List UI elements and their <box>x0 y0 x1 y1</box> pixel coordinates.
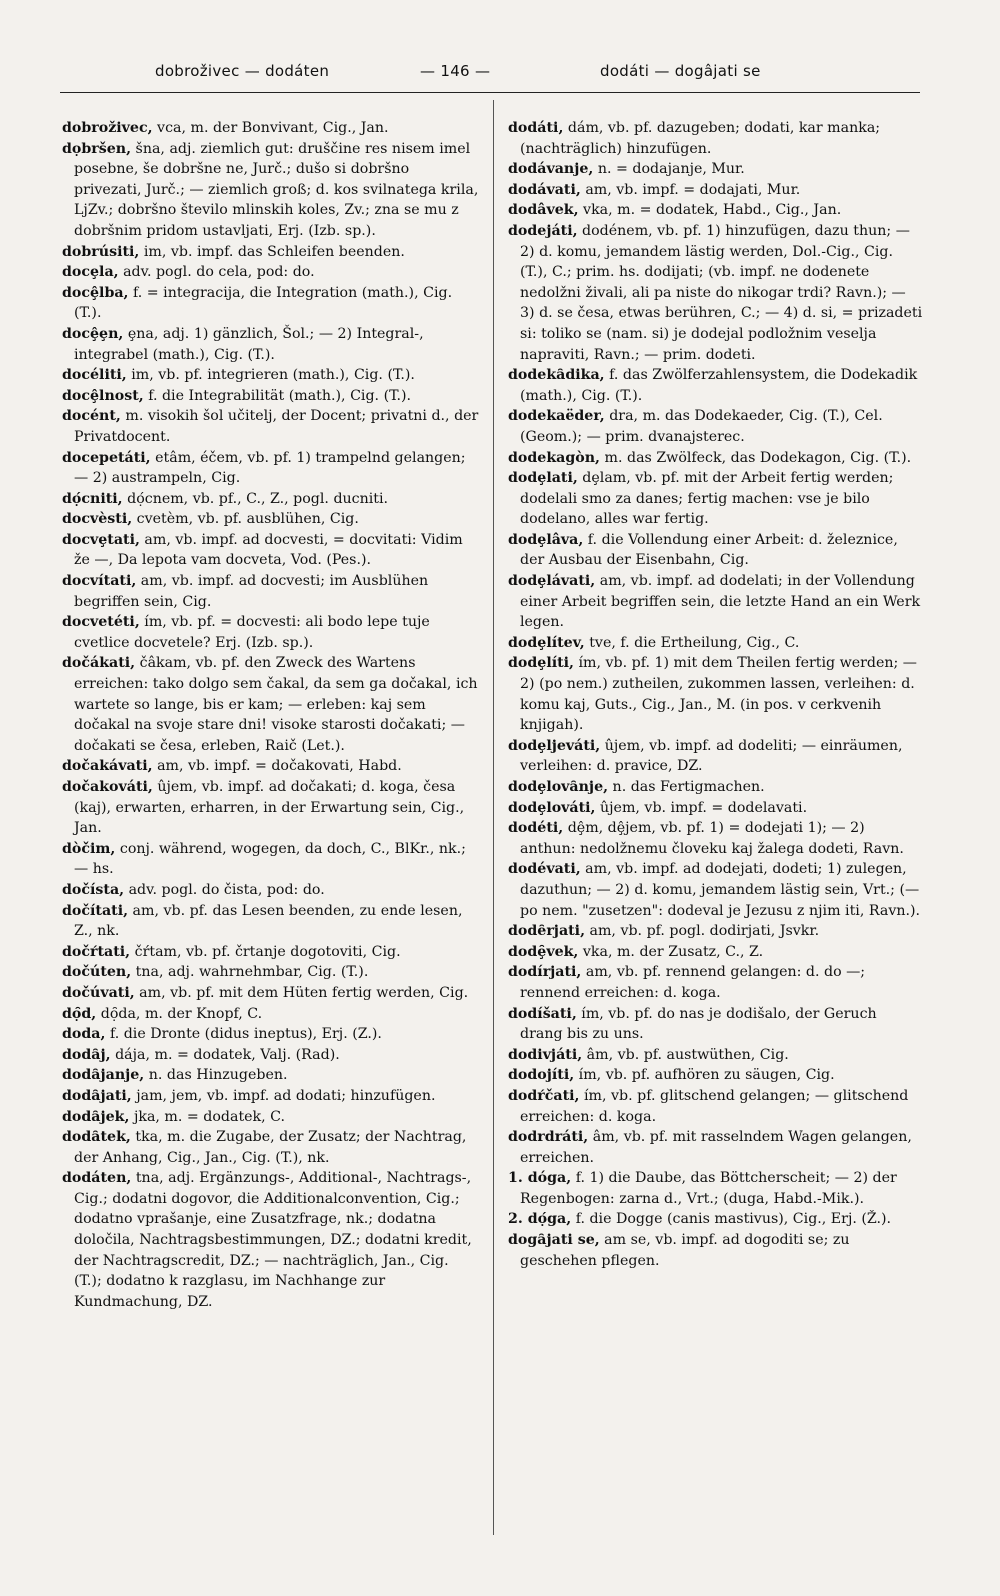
dictionary-entry <box>508 1209 923 1230</box>
dictionary-entry <box>62 1004 480 1025</box>
entry-headword: dočúvati, <box>62 984 135 1001</box>
entry-headword: docvetéti, <box>62 614 140 631</box>
dictionary-entry <box>508 736 923 777</box>
dictionary-entry <box>508 180 923 201</box>
entry-headword: dočísta, <box>62 881 125 898</box>
entry-headword: dodávati, <box>508 181 581 198</box>
entry-headword: dodéti, <box>508 820 564 837</box>
right-column <box>508 118 923 1558</box>
dictionary-entry <box>508 962 923 1003</box>
dictionary-entry <box>62 386 480 407</box>
entry-headword: docȩ̂ȩn, <box>62 325 124 342</box>
dictionary-entry <box>508 365 923 406</box>
entry-headword: dodrdráti, <box>508 1129 589 1146</box>
entry-definition: ím, vb. pf. aufhören zu säugen, Cig. <box>574 1067 835 1084</box>
entry-headword: dodȩlíti, <box>508 655 574 672</box>
entry-definition: am, vb. pf. rennend gelangen: d. do —; rennend erreichen: d. koga. <box>520 964 866 1001</box>
entry-headword: dočakávati, <box>62 758 153 775</box>
entry-headword: dodŕčati, <box>508 1087 580 1104</box>
dictionary-entry <box>508 859 923 921</box>
entry-headword: dodȩlâva, <box>508 531 584 548</box>
entry-definition: am, vb. impf. ad docvesti; im Ausblühen begriffen sein, Cig. <box>74 573 429 610</box>
dictionary-entry <box>62 653 480 756</box>
entry-headword: dočŕtati, <box>62 943 131 960</box>
entry-headword: dobroživec, <box>62 120 153 136</box>
dictionary-entry <box>62 756 480 777</box>
dictionary-entry <box>508 653 923 735</box>
header-left-guide-words: dobroživec — dodáten <box>155 62 330 80</box>
entry-headword: dodírjati, <box>508 964 582 981</box>
entry-headword: dodȇrjati, <box>508 923 586 940</box>
dictionary-entry <box>508 571 923 633</box>
dictionary-entry <box>62 962 480 983</box>
entry-definition: adv. pogl. do čista, pod: do. <box>124 881 325 898</box>
dictionary-entry <box>62 983 480 1004</box>
entry-definition: dọ̑da, m. der Knopf, C. <box>96 1005 263 1022</box>
entry-definition: ím, vb. pf. do nas je dodišalo, der Geruch drang bis zu uns. <box>520 1005 877 1043</box>
dictionary-entry <box>62 942 480 963</box>
page-header <box>60 62 920 86</box>
dictionary-entry <box>508 798 923 819</box>
dictionary-entry <box>62 489 480 510</box>
entry-headword: dočúten, <box>62 964 132 981</box>
entry-definition: cvetèm, vb. pf. ausblühen, Cig. <box>132 511 359 528</box>
entry-definition: čŕtam, vb. pf. črtanje dogotoviti, Cig. <box>130 943 401 960</box>
entry-headword: dodojíti, <box>508 1067 575 1084</box>
column-divider <box>493 100 494 1535</box>
entry-definition: ím, vb. pf. = docvesti: ali bodo lepe tuje cvetlice docvetele? Erj. (Izb. sp.). <box>74 614 430 651</box>
entry-headword: dodȃtek, <box>62 1129 131 1146</box>
entry-definition: am, vb. pf. pogl. dodirjati, Jsvkr. <box>585 923 820 940</box>
entry-definition: n. das Fertigmachen. <box>608 779 765 795</box>
entry-headword: dodȃj, <box>62 1046 111 1063</box>
dictionary-entry <box>62 365 480 386</box>
entry-definition: tka, m. die Zugabe, der Zusatz; der Nachtrag, der Anhang, Cig., Jan., Cig. (T.), nk. <box>74 1129 467 1166</box>
dictionary-entry <box>62 324 480 365</box>
entry-definition: im, vb. impf. das Schleifen beenden. <box>139 243 405 260</box>
dictionary-entry <box>62 118 480 139</box>
entry-definition: n. = dodajanje, Mur. <box>593 161 745 178</box>
entry-definition: im, vb. pf. integrieren (math.), Cig. (T.). <box>126 367 415 384</box>
entry-definition: ím, vb. pf. 1) mit dem Theilen fertig werden; — 2) (po nem.) zutheilen, zukommen lassen, verleihen: d. komu kaj, Guts., Cig., Jan., M. (in pos. v cerkvenih knjigah). <box>520 655 917 734</box>
entry-headword: dodȩlati, <box>508 470 578 487</box>
entry-headword: docéliti, <box>62 367 127 384</box>
entry-definition: vka, m. = dodatek, Habd., Cig., Jan. <box>578 202 842 219</box>
entry-definition: dȩ̂m, dȩ̂jem, vb. pf. 1) = dodejati 1); — 2) anthun: nedolžnemu človeku kaj žalega dodeti, Ravn. <box>520 820 904 857</box>
dictionary-entry <box>508 1168 923 1209</box>
dictionary-entry <box>508 633 923 654</box>
entry-headword: dodáti, <box>508 120 564 136</box>
dictionary-entry <box>62 777 480 839</box>
entry-definition: dra, m. das Dodekaeder, Cig. (T.), Cel. (Geom.); — prim. dvanajsterec. <box>520 408 883 445</box>
dictionary-entry <box>62 262 480 283</box>
entry-headword: dodȩlovȃnje, <box>508 779 609 795</box>
page-number: — 146 — <box>420 62 491 80</box>
entry-definition: am se, vb. impf. ad dogoditi se; zu geschehen pflegen. <box>520 1232 850 1269</box>
entry-headword: docȩ̂lba, <box>62 284 129 301</box>
entry-definition: ȩna, adj. 1) gänzlich, Šol.; — 2) Integral-, integrabel (math.), Cig. (T.). <box>74 325 424 363</box>
entry-definition: am, vb. pf. das Lesen beenden, zu ende lesen, Z., nk. <box>74 902 463 940</box>
entry-definition: m. visokih šol učitelj, der Docent; privatni d., der Privatdocent. <box>74 408 479 445</box>
entry-definition: f. die Vollendung einer Arbeit: d. železnice, der Ausbau der Eisenbahn, Cig. <box>520 531 898 569</box>
dictionary-entry <box>508 1004 923 1045</box>
entry-headword: dodáten, <box>62 1170 132 1187</box>
entry-headword: dodávanje, <box>508 161 594 178</box>
entry-definition: f. 1) die Daube, das Böttcherscheit; — 2) der Regenbogen: zarna d., Vrt.; (duga, Habd.-Mik.). <box>520 1170 897 1207</box>
entry-headword: dobrúsiti, <box>62 243 140 260</box>
entry-headword: dòčim, <box>62 840 116 857</box>
dictionary-entry <box>508 530 923 571</box>
entry-definition: âm, vb. pf. austwüthen, Cig. <box>582 1046 789 1063</box>
entry-headword: dodȃjek, <box>62 1108 130 1125</box>
dictionary-entry <box>62 1045 480 1066</box>
entry-definition: etâm, éčem, vb. pf. 1) trampelnd gelangen; — 2) austrampeln, Cig. <box>74 449 466 487</box>
header-rule <box>60 92 920 93</box>
entry-definition: conj. während, wogegen, da doch, C., BlKr., nk.; — hs. <box>74 840 466 878</box>
entry-definition: tna, adj. Ergänzungs-, Additional-, Nachtrags-, Cig.; dodatni dogovor, die Additionalconvention, Cig.; dodatno vprašanje, eine Zusatzfrage, nk.; dodatna določila, Nachtragsbestimmungen, DZ.; dodatni kredit, der Nachtragscredit, DZ.; — nachträglich, Jan., Cig. (T.); dodatno k razglasu, im Nachhange zur Kundmachung, DZ. <box>74 1170 472 1310</box>
dictionary-entry <box>508 406 923 447</box>
dictionary-entry <box>62 406 480 447</box>
entry-headword: docvèsti, <box>62 511 133 528</box>
dictionary-entry <box>508 448 923 469</box>
entry-definition: f. das Zwölferzahlensystem, die Dodekadik (math.), Cig. (T.). <box>520 367 918 404</box>
entry-definition: adv. pogl. do cela, pod: do. <box>118 264 315 281</box>
dictionary-entry <box>62 571 480 612</box>
entry-headword: dodȩlítev, <box>508 634 585 651</box>
entry-headword: dodȃjanje, <box>62 1067 145 1084</box>
entry-definition: dọ́cnem, vb. pf., C., Z., pogl. ducniti. <box>122 490 389 507</box>
entry-headword: dočakováti, <box>62 779 153 795</box>
dictionary-entry <box>508 942 923 963</box>
dictionary-entry <box>62 283 480 324</box>
dictionary-entry <box>508 200 923 221</box>
entry-headword: dodejáti, <box>508 222 578 239</box>
entry-definition: am, vb. impf. ad dodejati, dodeti; 1) zulegen, dazuthun; — 2) d. komu, jemandem lästig sein, Vrt.; (— po nem. "zusetzen": dodeval je Jezusu z njim iti, Ravn.). <box>520 861 921 919</box>
dictionary-entry <box>508 1086 923 1127</box>
entry-definition: f. die Dogge (canis mastivus), Cig., Erj. (Ž.). <box>571 1211 892 1228</box>
dictionary-entry <box>62 448 480 489</box>
entry-definition: dám, vb. pf. dazugeben; dodati, kar manka; (nachträglich) hinzufügen. <box>520 120 881 157</box>
entry-definition: tna, adj. wahrnehmbar, Cig. (T.). <box>131 964 369 981</box>
dictionary-entry <box>62 901 480 942</box>
entry-headword: dodȃjati, <box>62 1087 132 1104</box>
dictionary-entry <box>508 1230 923 1271</box>
entry-definition: ím, vb. pf. glitschend gelangen; — glitschend erreichen: d. koga. <box>520 1087 909 1125</box>
dictionary-entry <box>62 509 480 530</box>
entry-headword: docȩla, <box>62 264 119 281</box>
dictionary-entry <box>62 1168 480 1312</box>
entry-definition: jka, m. = dodatek, C. <box>129 1108 286 1125</box>
entry-headword: dodekȃdika, <box>508 367 605 384</box>
entry-headword: dodekaëder, <box>508 408 605 425</box>
entry-headword: dočítati, <box>62 902 129 919</box>
entry-headword: dọbršen, <box>62 140 132 157</box>
entry-definition: ûjem, vb. impf. ad dočakati; d. koga, česa (kaj), erwarten, erharren, in der Erwartung sein, Cig., Jan. <box>74 779 465 837</box>
dictionary-entry <box>508 468 923 530</box>
dictionary-entry <box>508 1065 923 1086</box>
entry-headword: doda, <box>62 1026 106 1043</box>
entry-headword: dodíšati, <box>508 1005 577 1022</box>
dictionary-entry <box>62 242 480 263</box>
entry-headword: dogȃjati se, <box>508 1232 600 1249</box>
dictionary-entry <box>62 1086 480 1107</box>
entry-definition: ûjem, vb. impf. ad dodeliti; — einräumen, verleihen: d. pravice, DZ. <box>520 737 903 775</box>
dictionary-entry <box>62 1065 480 1086</box>
entry-headword: dodivjáti, <box>508 1046 583 1063</box>
dictionary-entry <box>62 530 480 571</box>
entry-headword: 2. dọ́ga, <box>508 1211 572 1228</box>
entry-headword: dodȩ̑vek, <box>508 943 579 960</box>
entry-definition: ûjem, vb. impf. = dodelavati. <box>595 799 808 816</box>
entry-definition: m. das Zwölfeck, das Dodekagon, Cig. (T.). <box>600 449 912 466</box>
entry-definition: vka, m. der Zusatz, C., Z. <box>578 943 764 960</box>
entry-headword: dodâvek, <box>508 202 579 219</box>
entry-definition: am, vb. pf. mit dem Hüten fertig werden, Cig. <box>134 984 469 1001</box>
entry-definition: am, vb. impf. ad docvesti, = docvitati: Vidim že —, Da lepota vam docveta, Vod. (Pes.). <box>74 531 463 569</box>
entry-definition: n. das Hinzugeben. <box>144 1067 288 1084</box>
entry-definition: šna, adj. ziemlich gut: druščine res nisem imel posebne, še dobršne ne, Jurč.; dušo si dobršno privezati, Jurč.; — ziemlich groß; d. kos svilnatega krila, LjZv.; dobršno število mlinskih koles, Zv.; zna se mu z dobršnim pridom ustavljati, Erj. (Izb. sp.). <box>74 140 479 239</box>
dictionary-entry <box>62 1107 480 1128</box>
entry-headword: docvítati, <box>62 573 137 590</box>
entry-definition: f. die Dronte (didus ineptus), Erj. (Z.). <box>105 1026 382 1043</box>
entry-definition: dodénem, vb. pf. 1) hinzufügen, dazu thun; — 2) d. komu, jemandem lästig werden, Dol.-Cig., Cig. (T.), C.; prim. hs. dodijati; (vb. impf. ne dodenete nedolžni živali, ali pa niste do nikogar trdi? Ravn.); — 3) d. se česa, etwas berühren, C.; — 4) d. si, = prizadeti si: toliko se (nam. si) je dodejal podložnim veselja napraviti, Ravn.; — prim. dodeti. <box>520 222 923 363</box>
entry-definition: jam, jem, vb. impf. ad dodati; hinzufügen. <box>131 1087 436 1104</box>
entry-definition: f. = integracija, die Integration (math.), Cig. (T.). <box>74 284 453 322</box>
entry-headword: docepetáti, <box>62 449 151 466</box>
dictionary-entry <box>62 880 480 901</box>
dictionary-entry <box>508 118 923 159</box>
entry-definition: čâkam, vb. pf. den Zweck des Wartens erreichen: tako dolgo sem čakal, da sem ga dočakal, ich wartete so lange, bis er kam; — erleben: kaj sem dočakal na svoje stare dni! visoke starosti dočakati; — dočakati se česa, erleben, Raič (Let.). <box>74 655 478 754</box>
dictionary-entry <box>508 159 923 180</box>
entry-definition: am, vb. impf. = dodajati, Mur. <box>580 181 801 198</box>
dictionary-entry <box>508 221 923 365</box>
dictionary-entry <box>62 1024 480 1045</box>
entry-headword: docȩ̂lnost, <box>62 387 144 404</box>
entry-definition: am, vb. impf. ad dodelati; in der Vollendung einer Arbeit begriffen sein, die letzte Hand an ein Werk legen. <box>520 573 921 631</box>
dictionary-entry <box>62 1127 480 1168</box>
dictionary-entry <box>508 777 923 798</box>
entry-headword: dodȩlováti, <box>508 799 596 816</box>
entry-headword: dodekagòn, <box>508 449 600 466</box>
entry-headword: dọ̑d, <box>62 1005 97 1022</box>
dictionary-entry <box>508 1127 923 1168</box>
entry-definition: tve, f. die Ertheilung, Cig., C. <box>584 634 800 651</box>
dictionary-entry <box>62 139 480 242</box>
entry-definition: vca, m. der Bonvivant, Cig., Jan. <box>152 120 389 136</box>
entry-definition: dȩlam, vb. pf. mit der Arbeit fertig werden; dodelali smo za danes; fertig machen: vse je bilo dodelano, alles war fertig. <box>520 470 894 528</box>
header-right-guide-words: dodáti — dogâjati se <box>600 62 761 80</box>
entry-headword: 1. dóga, <box>508 1170 572 1187</box>
dictionary-entry <box>62 839 480 880</box>
entry-headword: dodȩljeváti, <box>508 737 601 754</box>
dictionary-entry <box>508 1045 923 1066</box>
entry-headword: dodȩlávati, <box>508 573 596 590</box>
entry-headword: dodévati, <box>508 861 581 878</box>
dictionary-entry <box>508 818 923 859</box>
left-column <box>62 118 480 1558</box>
entry-definition: dája, m. = dodatek, Valj. (Rad). <box>110 1046 340 1063</box>
dictionary-entry <box>62 612 480 653</box>
dictionary-entry <box>508 921 923 942</box>
entry-definition: f. die Integrabilität (math.), Cig. (T.). <box>143 387 412 404</box>
entry-definition: âm, vb. pf. mit rasselndem Wagen gelangen, erreichen. <box>520 1129 912 1166</box>
entry-headword: dočákati, <box>62 655 136 672</box>
entry-definition: am, vb. impf. = dočakovati, Habd. <box>152 758 402 775</box>
entry-headword: dọ́cniti, <box>62 490 123 507</box>
entry-headword: docvȩtati, <box>62 531 140 548</box>
entry-headword: docént, <box>62 408 121 425</box>
